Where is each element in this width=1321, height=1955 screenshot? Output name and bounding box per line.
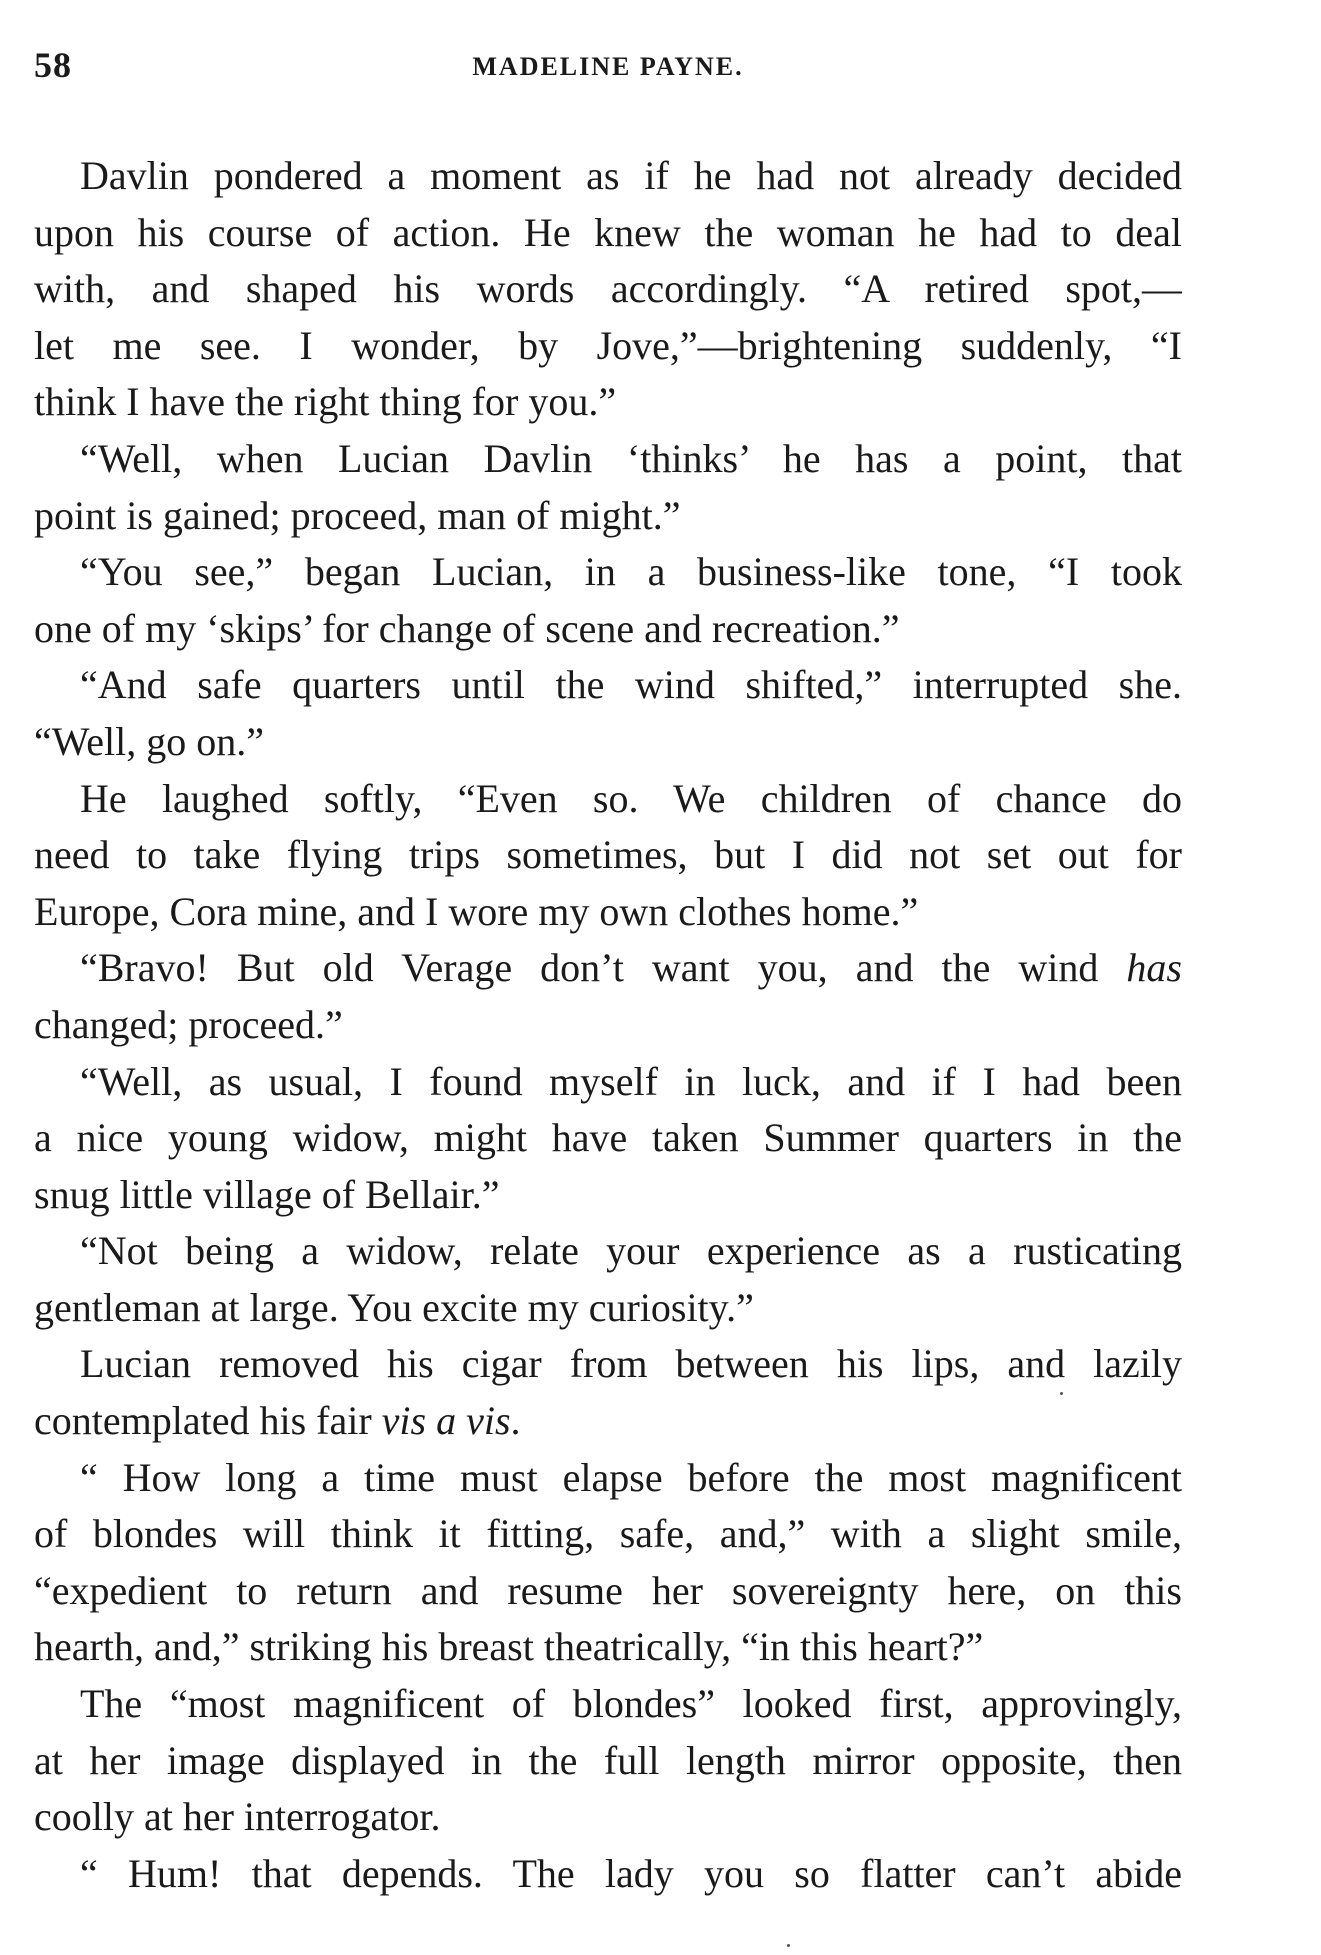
text-line: at her image displayed in the full length mirror opposite, then <box>34 1737 1182 1783</box>
text-line: coolly at her interrogator. <box>34 1794 441 1840</box>
text-segment: “Bravo! But old Verage don’t want you, and the wind <box>80 945 1127 991</box>
print-speck <box>1060 1392 1063 1395</box>
running-head <box>34 44 1182 94</box>
text-line: snug little village of Bellair.” <box>34 1171 500 1217</box>
italic-phrase: vis a vis <box>381 1398 511 1444</box>
text-line: “ Hum! that depends. The lady you so flatter can’t abide <box>80 1850 1182 1896</box>
text-line: Europe, Cora mine, and I wore my own clothes home.” <box>34 888 919 934</box>
text-line: need to take flying trips sometimes, but I did not set out for <box>34 832 1182 878</box>
text-line: The “most magnificent of blondes” looked first, approvingly, <box>80 1681 1182 1727</box>
italic-word: has <box>1126 945 1182 991</box>
text-line: “Well, when Lucian Davlin ‘thinks’ he has a point, that <box>80 435 1182 481</box>
text-line: of blondes will think it fitting, safe, and,” with a slight smile, <box>34 1511 1182 1557</box>
text-line: a nice young widow, might have taken Summer quarters in the <box>34 1115 1182 1161</box>
text-line: let me see. I wonder, by Jove,”—brightening suddenly, “I <box>34 322 1182 368</box>
text-line <box>34 1393 1182 1450</box>
text-line: hearth, and,” striking his breast theatrically, “in this heart?” <box>34 1624 984 1670</box>
text-line: think I have the right thing for you.” <box>34 379 617 425</box>
text-line: “Well, go on.” <box>34 718 265 764</box>
running-title: MADELINE PAYNE. <box>472 52 744 81</box>
print-speck <box>787 1944 790 1947</box>
text-line: Davlin pondered a moment as if he had not already decided <box>80 153 1182 198</box>
text-line: changed; proceed.” <box>34 1001 343 1047</box>
text-line: “expedient to return and resume her sovereignty here, on this <box>34 1567 1182 1613</box>
text-line: one of my ‘skips’ for change of scene and recreation.” <box>34 605 900 651</box>
text-line: “Not being a widow, relate your experience as a rusticating <box>80 1228 1182 1274</box>
text-line: “ How long a time must elapse before the most magnificent <box>80 1454 1182 1500</box>
text-line: “And safe quarters until the wind shifted,” interrupted she. <box>80 662 1182 708</box>
text-line: “Well, as usual, I found myself in luck, and if I had been <box>80 1058 1182 1104</box>
body-text <box>34 148 1182 1902</box>
text-line: with, and shaped his words accordingly. “A retired spot,— <box>34 266 1182 312</box>
text-line: “You see,” began Lucian, in a business-like tone, “I took <box>80 549 1182 595</box>
text-line: gentleman at large. You excite my curiosity.” <box>34 1284 754 1330</box>
text-line: Lucian removed his cigar from between his lips, and lazily <box>80 1341 1182 1387</box>
text-line <box>34 940 1182 997</box>
text-segment: . <box>510 1398 521 1444</box>
text-line: He laughed softly, “Even so. We children of chance do <box>80 775 1182 821</box>
text-segment: contemplated his fair <box>34 1398 382 1444</box>
page-number: 58 <box>34 45 72 85</box>
text-line: upon his course of action. He knew the woman he had to deal <box>34 209 1182 255</box>
text-line: point is gained; proceed, man of might.” <box>34 492 681 538</box>
